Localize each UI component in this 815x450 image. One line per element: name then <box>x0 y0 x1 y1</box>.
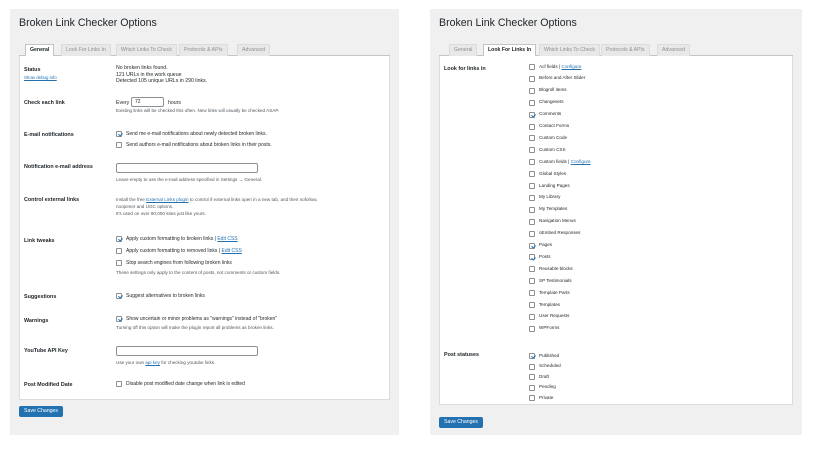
post-modified-date-label: Post Modified Date <box>24 382 73 388</box>
youtube-api-key-input[interactable] <box>116 346 258 356</box>
look-for-links-label: Look for links in <box>444 66 486 72</box>
post-statuses-label: Post statuses <box>444 352 480 358</box>
wpforms-checkbox[interactable] <box>529 326 535 332</box>
edit-css-broken-link[interactable]: Edit CSS <box>217 236 238 242</box>
custom-css-checkbox[interactable] <box>529 147 535 153</box>
before-and-after-slider-checkbox[interactable] <box>529 76 535 82</box>
comments-checkbox[interactable] <box>529 112 535 118</box>
contact-forms-checkbox[interactable] <box>529 124 535 130</box>
tab-look-for-links-in[interactable]: Look For Links In <box>61 44 111 56</box>
scheduled-checkbox[interactable] <box>529 364 535 370</box>
my-library-label: My Library <box>539 194 561 200</box>
warnings-hint: Turning off this option will make the plugin report all problems as broken links. <box>116 325 274 330</box>
scheduled-label: Scheduled <box>539 363 561 369</box>
check-each-link-label: Check each link <box>24 100 65 106</box>
youtube-api-hint: Use your own api key for checking youtube links. <box>116 360 216 365</box>
posts-label: Posts <box>539 253 551 259</box>
draft-label: Draft <box>539 373 549 379</box>
oembed-responses-label: oEmbed Responses <box>539 230 581 236</box>
suggestions-option-label: Suggest alternatives to broken links <box>126 293 205 299</box>
tab-bar <box>19 44 390 56</box>
status-line-1: No broken links found. <box>116 65 168 71</box>
notification-email-label: Notification e-mail address <box>24 164 93 170</box>
settings-card <box>19 56 390 400</box>
youtube-api-key-link[interactable]: api key <box>145 360 160 365</box>
warnings-label: Warnings <box>24 318 49 324</box>
email-authors-label: Send authors e-mail notifications about broken links in their posts. <box>126 142 272 148</box>
format-removed-checkbox[interactable] <box>116 248 122 254</box>
global-styles-label: Global Styles <box>539 170 567 176</box>
published-label: Published <box>539 352 560 358</box>
custom-fields-configure-link[interactable]: Configure <box>570 158 591 164</box>
sp-testimonials-checkbox[interactable] <box>529 278 535 284</box>
pages-checkbox[interactable] <box>529 243 535 249</box>
templates-checkbox[interactable] <box>529 302 535 308</box>
oembed-responses-checkbox[interactable] <box>529 231 535 237</box>
general-options-panel <box>10 9 399 435</box>
blogroll-items-checkbox[interactable] <box>529 88 535 94</box>
user-requests-checkbox[interactable] <box>529 314 535 320</box>
warnings-checkbox[interactable] <box>116 316 122 322</box>
acf-fields-configure-link[interactable]: Configure <box>561 63 582 69</box>
notification-email-hint: Leave empty to use the e-mail address specified in Settings → General. <box>116 177 263 182</box>
tab-protocols-apis[interactable]: Protocols & APIs <box>601 44 650 56</box>
tab-advanced[interactable]: Advanced <box>237 44 270 56</box>
before-and-after-slider-label: Before and After Slider <box>539 75 586 81</box>
tab-general[interactable]: General <box>25 44 54 57</box>
look-for-links-panel <box>430 9 802 435</box>
every-text: Every <box>116 100 130 106</box>
comments-label: Comments <box>539 111 562 117</box>
published-checkbox[interactable] <box>529 353 535 359</box>
my-library-checkbox[interactable] <box>529 195 535 201</box>
page-title: Broken Link Checker Options <box>19 17 157 29</box>
tab-which-links-to-check[interactable]: Which Links To Check <box>116 44 177 56</box>
edit-css-removed-link[interactable]: Edit CSS <box>221 248 242 254</box>
template-parts-checkbox[interactable] <box>529 290 535 296</box>
tab-look-for-links-in[interactable]: Look For Links In <box>483 44 536 57</box>
link-tweaks-hint: These settings only apply to the content of posts, not comments or custom fields. <box>116 270 281 275</box>
post-modified-checkbox[interactable] <box>116 381 122 387</box>
landing-pages-checkbox[interactable] <box>529 183 535 189</box>
save-changes-button[interactable]: Save Changes <box>439 417 483 428</box>
blogroll-items-label: Blogroll items <box>539 87 567 93</box>
tab-advanced[interactable]: Advanced <box>657 44 690 56</box>
private-label: Private <box>539 394 554 400</box>
email-me-label: Send me e-mail notifications about newly detected broken links. <box>126 131 267 137</box>
link-tweaks-label: Link tweaks <box>24 238 55 244</box>
private-checkbox[interactable] <box>529 395 535 401</box>
email-notifications-label: E-mail notifications <box>24 132 74 138</box>
post-modified-option-label: Disable post modified date change when link is edited <box>126 381 245 387</box>
format-broken-checkbox[interactable] <box>116 236 122 242</box>
pending-checkbox[interactable] <box>529 385 535 391</box>
page-title: Broken Link Checker Options <box>439 17 577 29</box>
suggestions-checkbox[interactable] <box>116 293 122 299</box>
tab-bar <box>439 44 793 56</box>
warnings-option-label: Show uncertain or minor problems as "warnings" instead of "broken" <box>126 316 278 322</box>
custom-fields-checkbox[interactable] <box>529 159 535 165</box>
reusable-blocks-checkbox[interactable] <box>529 266 535 272</box>
format-removed-label: Apply custom formatting to removed links | Edit CSS <box>126 248 242 254</box>
pending-label: Pending <box>539 384 556 390</box>
templates-label: Templates <box>539 301 560 307</box>
contact-forms-label: Contact Forms <box>539 123 570 128</box>
show-debug-info-link[interactable]: Show debug info <box>24 75 57 80</box>
youtube-api-key-label: YouTube API Key <box>24 348 68 354</box>
external-links-line-3: It's used on over 80,000 sites just like yours. <box>116 211 206 216</box>
save-changes-button[interactable]: Save Changes <box>19 406 63 417</box>
acf-fields-label: Acf fields | Configure <box>539 63 582 69</box>
tab-general[interactable]: General <box>449 44 477 56</box>
email-authors-checkbox[interactable] <box>116 142 122 148</box>
control-external-links-label: Control external links <box>24 197 80 203</box>
status-line-2: 121 URLs in the work queue <box>116 71 182 78</box>
wpforms-label: WPForms <box>539 325 560 331</box>
check-interval-input[interactable]: 72 <box>131 97 164 107</box>
format-broken-label: Apply custom formatting to broken links | Edit CSS <box>126 236 238 242</box>
navigation-menus-label: Navigation Menus <box>539 218 576 224</box>
acf-fields-checkbox[interactable] <box>529 64 535 70</box>
draft-checkbox[interactable] <box>529 374 535 380</box>
global-styles-checkbox[interactable] <box>529 171 535 177</box>
navigation-menus-checkbox[interactable] <box>529 219 535 225</box>
changesets-checkbox[interactable] <box>529 100 535 106</box>
user-requests-label: User Requests <box>539 313 570 319</box>
settings-card <box>439 56 793 405</box>
posts-checkbox[interactable] <box>529 254 535 260</box>
notification-email-input[interactable] <box>116 163 258 173</box>
tab-protocols-apis[interactable]: Protocols & APIs <box>179 44 228 56</box>
custom-fields-label: Custom fields | Configure <box>539 158 591 164</box>
status-line-3: Detected 105 unique URLs in 290 links. <box>116 78 208 84</box>
reusable-blocks-label: Reusable blocks <box>539 265 573 271</box>
changesets-label: Changesets <box>539 99 564 105</box>
my-templates-label: My Templates <box>539 206 568 212</box>
landing-pages-label: Landing Pages <box>539 182 570 188</box>
pages-label: Pages <box>539 242 553 247</box>
sp-testimonials-label: SP Testimonials <box>539 277 572 283</box>
external-links-line-2: noopener and UGC options. <box>116 204 174 209</box>
nofollow-label: Stop search engines from following broken links <box>126 260 232 266</box>
custom-code-label: Custom Code <box>539 134 568 140</box>
my-templates-checkbox[interactable] <box>529 207 535 213</box>
email-me-checkbox[interactable] <box>116 131 122 137</box>
template-parts-label: Template Parts <box>539 289 570 295</box>
nofollow-checkbox[interactable] <box>116 260 122 266</box>
custom-code-checkbox[interactable] <box>529 135 535 141</box>
suggestions-label: Suggestions <box>24 294 57 300</box>
external-links-line-1: Install the free External Links plugin to control if external links open in a new tab, and their nofollow, <box>116 197 318 202</box>
tab-which-links-to-check[interactable]: Which Links To Check <box>539 44 600 56</box>
external-links-plugin-link[interactable]: External Links plugin <box>146 197 189 202</box>
custom-css-label: Custom CSS <box>539 146 566 152</box>
status-label: Status <box>24 67 41 73</box>
check-interval-hint: Existing links will be checked this often. New links will usually be checked ASAP. <box>116 108 280 113</box>
hours-text: hours <box>168 100 181 106</box>
